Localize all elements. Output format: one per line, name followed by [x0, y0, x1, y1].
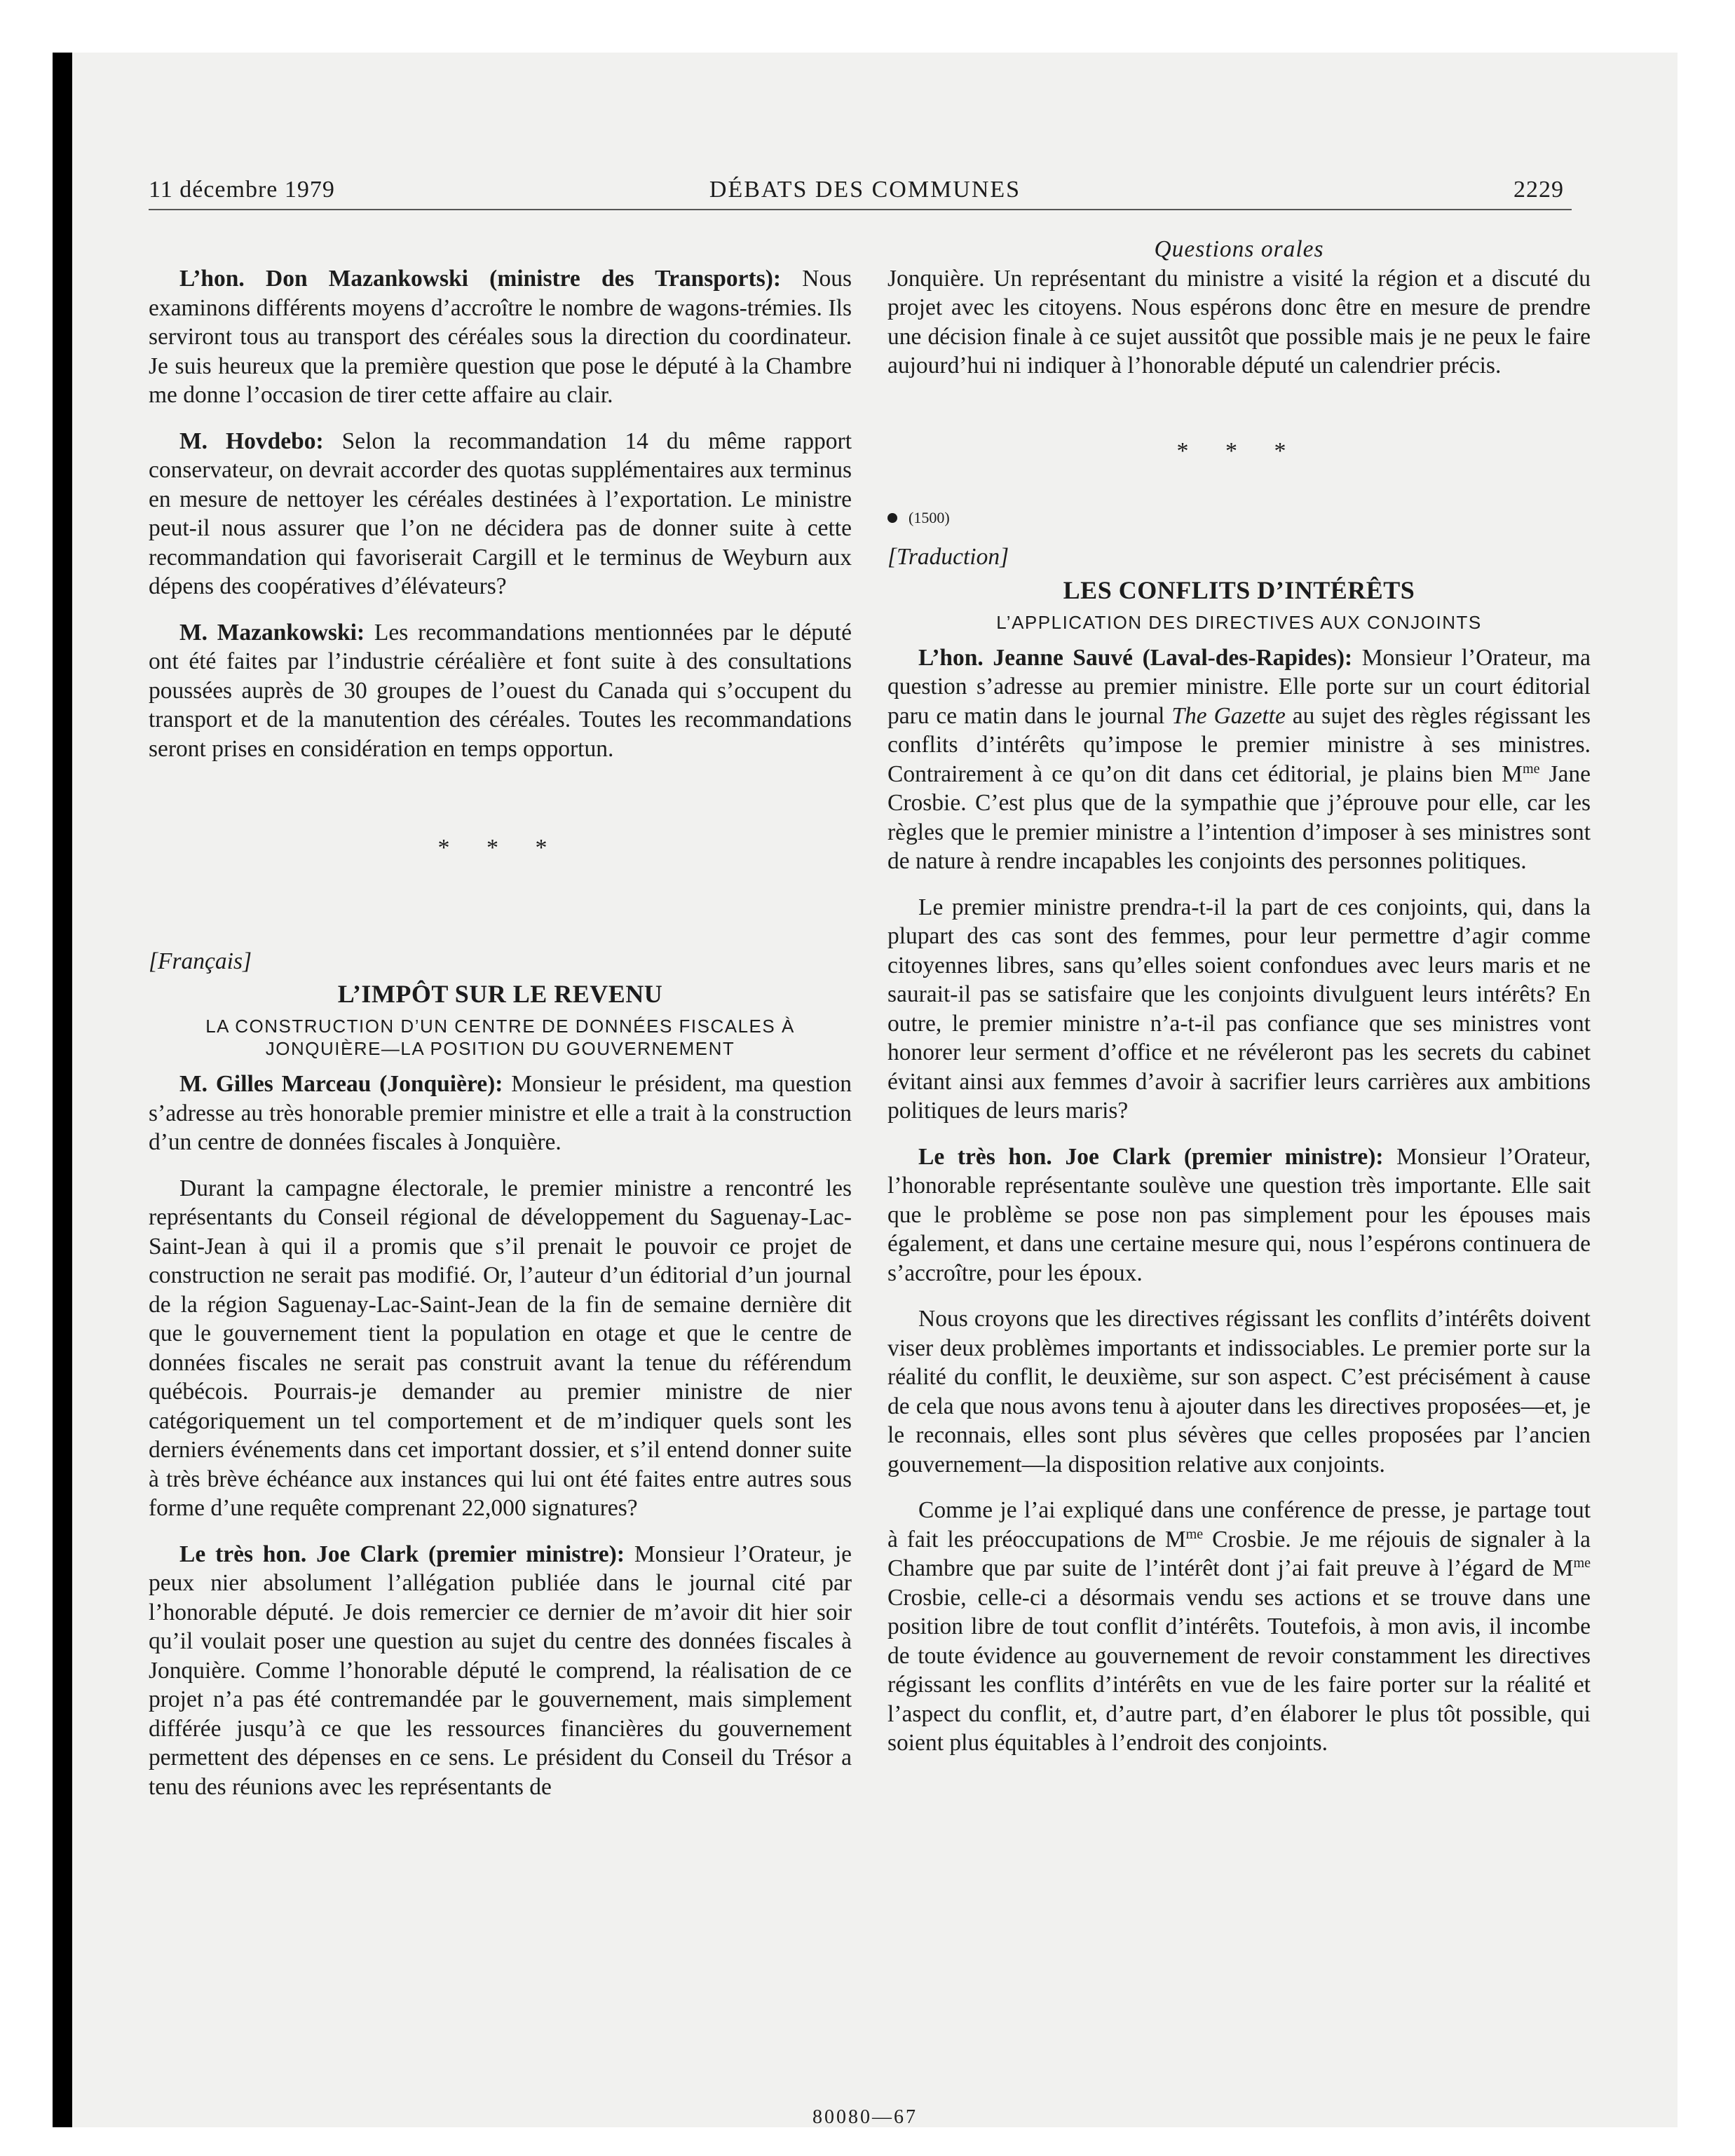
- newspaper-title: The Gazette: [1171, 702, 1286, 729]
- timestamp-label: (1500): [909, 509, 950, 526]
- paragraph: Jonquière. Un représentant du ministre a visité la région et a discuté du projet avec les citoyens. Nous espérons donc être en mesure de prendre une décision finale à ce sujet aussitôt que possible mais je ne peux le faire aujourd’hui ni indiquer à l’honorable député un calendrier précis.: [887, 265, 1591, 378]
- paragraph: Durant la campagne électorale, le premier ministre a rencontré les représentants du Conseil régional de développement du Saguenay-Lac-Saint-Jean à qui il a promis que s’il prenait le pouvoir ce projet de construction ne serait pas modifié. Or, l’auteur d’un éditorial d’un journal de la région Saguenay-Lac-Saint-Jean de la fin de semaine dernière dit que le gouvernement tient la population en otage et que le centre de données fiscales ne serait pas construit avant la tenue du référendum québécois. Pourrais-je demander au premier ministre de nier catégoriquement un tel comportement et de m’indiquer quels sont les derniers événements dans cet important dossier, et s’il entend donner suite à très brève échéance aux instances qui lui ont été faites entre autres sous forme d’une requête comprenant 22,000 signatures?: [149, 1175, 852, 1521]
- paragraph: M. Hovdebo: Selon la recommandation 14 du même rapport conservateur, on devrait accorder des quotas supplémentaires aux terminus en mesure de nettoyer les céréales destinées à l’exportation. Le ministre peut-il nous assurer que l’on ne décidera pas de donner suite à cette recommandation qui favoriserait Cargill et le terminus de Weyburn aux dépens des coopératives d’élévateurs?: [149, 428, 852, 599]
- section-heading: L’IMPÔT SUR LE REVENU: [337, 980, 663, 1008]
- header-rule: [149, 209, 1572, 210]
- paragraph: L’hon. Don Mazankowski (ministre des Transports): Nous examinons différents moyens d’accroître le nombre de wagons-trémies. Ils serviront tous au transport des céréales sous la direction du coordinateur. Je suis heureux que la première question que pose le député à la Chambre me donne l’occasion de tirer cette affaire au clair.: [149, 266, 852, 408]
- header-title: DÉBATS DES COMMUNES: [709, 177, 1021, 203]
- paragraph: Le très hon. Joe Clark (premier ministre): Monsieur l’Orateur, je peux nier absolument l’allégation publiée dans le journal cité par l’honorable député. Je dois remercier ce dernier de m’avoir dit hier soir qu’il voulait poser une question au sujet du centre des données fiscales à Jonquière. Comme l’honorable député le comprend, la réalisation de ce projet n’a pas été contremandée par le gouvernement, mais simplement différée jusqu’à ce que les ressources financières du gouvernement permettent des dépenses en ce sens. Le président du Conseil du Trésor a tenu des réunions avec les représentants de: [149, 1541, 852, 1800]
- language-tag: [Traduction]: [887, 544, 1009, 570]
- paragraph: Le très hon. Joe Clark (premier ministre): Monsieur l’Orateur, l’honorable représentante soulève une question très importante. Elle sait que le problème se pose non pas simplement pour les épouses mais également, et dans une certaine mesure qui, nous l’espérons continuera de s’accroître, pour les époux.: [887, 1143, 1591, 1286]
- section-subheading: L’APPLICATION DES DIRECTIVES AUX CONJOINTS: [996, 611, 1482, 633]
- left-column: [149, 264, 852, 1818]
- paragraph: M. Gilles Marceau (Jonquière): Monsieur le président, ma question s’adresse au très honorable premier ministre et elle a trait à la construction d’un centre de données fiscales à Jonquière.: [149, 1071, 852, 1155]
- paragraph: L’hon. Jeanne Sauvé (Laval-des-Rapides): Monsieur l’Orateur, ma question s’adresse au premier ministre. Elle porte sur un court éditorial paru ce matin dans le journal The Gazette au sujet des règles régissant les conflits d’intérêts qu’impose le premier ministre à ses ministres. Contrairement à ce qu’on dit dans cet éditorial, je plains bien $M^{me}$ Jane Crosbie. C’est plus que de la sympathie que j’éprouve pour elle, car les règles que le premier ministre a l’intention d’imposer à ses ministres sont de nature à rendre incapables les conjoints des personnes politiques.: [887, 644, 1591, 874]
- speaker-name: L’hon. Don Mazankowski (ministre des Transports):: [179, 266, 782, 292]
- paragraph: M. Mazankowski: Les recommandations mentionnées par le député ont été faites par l’industrie céréalière et font suite à des consultations poussées auprès de 30 groupes de l’ouest du Canada qui s’occupent du transport et de la manutention des céréales. Toutes les recommandations seront prises en considération en temps opportun.: [149, 619, 852, 762]
- section-subheading: LA CONSTRUCTION D’UN CENTRE DE DONNÉES FISCALES À JONQUIÈRE—LA POSITION DU GOUVERNEMENT: [205, 1016, 795, 1059]
- paragraph: Comme je l’ai expliqué dans une conférence de presse, je partage tout à fait les préoccupations de $M^{me}$ Crosbie. Je me réjouis de signaler à la Chambre que par suite de l’intérêt dont j’ai fait preuve à l’égard de $M^{me}$ Crosbie, celle-ci a désormais vendu ses actions et se trouve dans une position libre de tout conflit d’intérêts. Toutefois, à mon avis, il incombe de toute évidence au gouvernement de revoir constamment les directives régissant les conflits d’intérêts en vue de les faire porter sur la réalité et l’aspect du conflit, et, d’autre part, d’en élaborer le plus tôt possible, qui soient plus équitables à l’endroit des conjoints.: [887, 1497, 1591, 1756]
- page-number: 2229: [1513, 177, 1564, 203]
- speaker-name: M. Gilles Marceau (Jonquière):: [179, 1071, 503, 1097]
- section-separator: * * *: [1176, 437, 1302, 464]
- speaker-name: M. Mazankowski:: [179, 619, 365, 646]
- timestamp: [887, 507, 1591, 528]
- header-date: 11 décembre 1979: [149, 177, 335, 203]
- running-head: Questions orales: [1154, 236, 1324, 262]
- speaker-name: L’hon. Jeanne Sauvé (Laval-des-Rapides):: [918, 644, 1353, 671]
- binding-edge: [53, 53, 72, 2127]
- section-heading: LES CONFLITS D’INTÉRÊTS: [1063, 575, 1415, 604]
- section-separator: * * *: [437, 835, 563, 861]
- paragraph: Nous croyons que les directives régissant les conflits d’intérêts doivent viser deux problèmes importants et indissociables. Le premier porte sur la réalité du conflit, le deuxième, sur son aspect. C’est précisément à cause de cela que nous avons tenu à ajouter dans les directives proposées—et, je le reconnais, elles sont plus sévères que celles proposées par l’ancien gouvernement—la disposition relative aux conjoints.: [887, 1306, 1591, 1478]
- speaker-name: M. Hovdebo:: [179, 428, 324, 454]
- page-scan: [53, 53, 1678, 2127]
- bullet-icon: [887, 513, 897, 523]
- speaker-name: Le très hon. Joe Clark (premier ministre):: [179, 1541, 625, 1567]
- paragraph: Le premier ministre prendra-t-il la part de ces conjoints, qui, dans la plupart des cas sont des femmes, pour leur permettre d’agir comme citoyennes libres, sans qu’elles soient confondues avec leurs maris et ne saurait-il pas se satisfaire que les conjoints divulguent leurs intérêts? En outre, le premier ministre n’a-t-il pas confiance que ses ministres vont honorer leur serment d’office et ne révéleront pas les secrets du cabinet évitant ainsi aux femmes d’avoir à sacrifier leurs carrières aux ambitions politiques de leurs maris?: [887, 894, 1591, 1124]
- print-code: 80080—67: [812, 2106, 918, 2127]
- language-tag: [Français]: [149, 948, 252, 974]
- speaker-name: Le très hon. Joe Clark (premier ministre):: [918, 1143, 1384, 1170]
- right-column: [887, 235, 1591, 1775]
